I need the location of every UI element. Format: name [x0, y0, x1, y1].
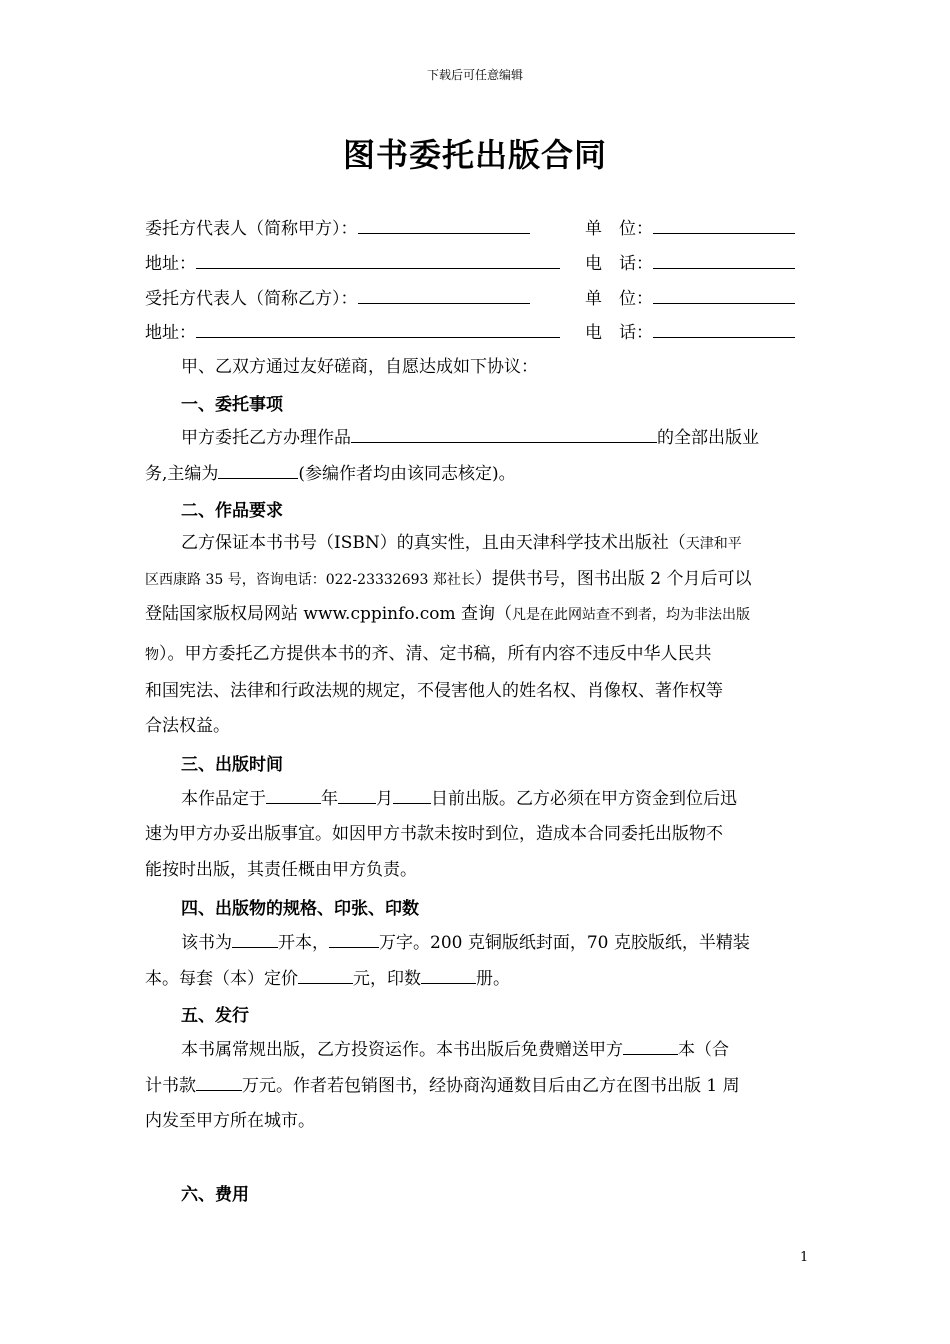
- section-2-heading: 二、作品要求: [181, 501, 283, 521]
- section-6-heading: 六、费用: [181, 1185, 249, 1205]
- section-3-line-2: 速为甲方办妥出版事宜。如因甲方书款未按时到位，造成本合同委托出版物不: [145, 824, 723, 844]
- section-4-heading: 四、出版物的规格、印张、印数: [181, 899, 419, 919]
- party-b-unit: 单 位：: [585, 286, 795, 311]
- section-5-heading: 五、发行: [181, 1006, 249, 1026]
- party-b-phone: 电 话：: [585, 320, 795, 345]
- page-title: 图书委托出版合同: [342, 136, 607, 174]
- blank-field: [329, 930, 379, 948]
- blank-field: [351, 425, 657, 443]
- section-5-line-3: 内发至甲方所在城市。: [145, 1111, 315, 1131]
- blank-field: [623, 1037, 678, 1055]
- blank-field: [338, 786, 376, 804]
- intro-text: 甲、乙双方通过友好磋商，自愿达成如下协议：: [181, 357, 538, 377]
- blank-field: [196, 1073, 242, 1091]
- blank-field: [232, 930, 278, 948]
- section-5-line-2: 计书款 万元。作者若包销图书，经协商沟通数目后由乙方在图书出版 1 周: [145, 1073, 740, 1098]
- blank-field: [653, 286, 795, 304]
- header-note: 下载后可任意编辑: [426, 68, 523, 82]
- blank-field: [358, 216, 530, 234]
- blank-field: [298, 966, 353, 984]
- section-2-line-4: 物）。甲方委托乙方提供本书的齐、清、定书稿，所有内容不违反中华人民共: [145, 644, 712, 664]
- section-2-line-5: 和国宪法、法律和行政法规的规定，不侵害他人的姓名权、肖像权、著作权等: [145, 681, 723, 701]
- party-a-rep: 委托方代表人（简称甲方）：: [145, 216, 530, 241]
- section-3-line-1: 本作品定于 年 月 日前出版。乙方必须在甲方资金到位后迅: [181, 786, 737, 811]
- party-b-rep: 受托方代表人（简称乙方）：: [145, 286, 530, 311]
- section-4-line-2: 本。每套（本）定价 元，印数 册。: [145, 966, 510, 991]
- blank-field: [393, 786, 431, 804]
- section-4-line-1: 该书为 开本， 万字。200 克铜版纸封面，70 克胶版纸，半精装: [181, 930, 750, 955]
- party-a-phone: 电 话：: [585, 251, 795, 276]
- blank-field: [653, 216, 795, 234]
- party-a-unit: 单 位：: [585, 216, 795, 241]
- blank-field: [218, 461, 298, 479]
- blank-field: [653, 251, 795, 269]
- section-1-line-2: 务,主编为 (参编作者均由该同志核定)。: [145, 461, 516, 486]
- blank-field: [358, 286, 530, 304]
- party-b-address: 地址：: [145, 320, 560, 345]
- section-3-line-3: 能按时出版，其责任概由甲方负责。: [145, 860, 417, 880]
- section-2-line-2: 区西康路 35 号，咨询电话：022-23332693 郑社长）提供书号，图书出版 2 个月后可以: [145, 569, 752, 589]
- blank-field: [421, 966, 476, 984]
- section-2-line-1: 乙方保证本书书号（ISBN）的真实性，且由天津科学技术出版社（天津和平: [181, 533, 742, 553]
- blank-field: [266, 786, 321, 804]
- section-3-heading: 三、出版时间: [181, 755, 283, 775]
- section-5-line-1: 本书属常规出版，乙方投资运作。本书出版后免费赠送甲方 本（合: [181, 1037, 729, 1062]
- party-a-address: 地址：: [145, 251, 560, 276]
- section-2-line-3: 登陆国家版权局网站 www.cppinfo.com 查询（凡是在此网站查不到者，均为非法出版: [145, 604, 751, 624]
- page-number: 1: [800, 1250, 809, 1265]
- section-1-line-1: 甲方委托乙方办理作品 的全部出版业: [181, 425, 759, 450]
- section-2-line-6: 合法权益。: [145, 716, 230, 736]
- section-1-heading: 一、委托事项: [181, 395, 283, 415]
- blank-field: [196, 251, 560, 269]
- blank-field: [196, 320, 560, 338]
- blank-field: [653, 320, 795, 338]
